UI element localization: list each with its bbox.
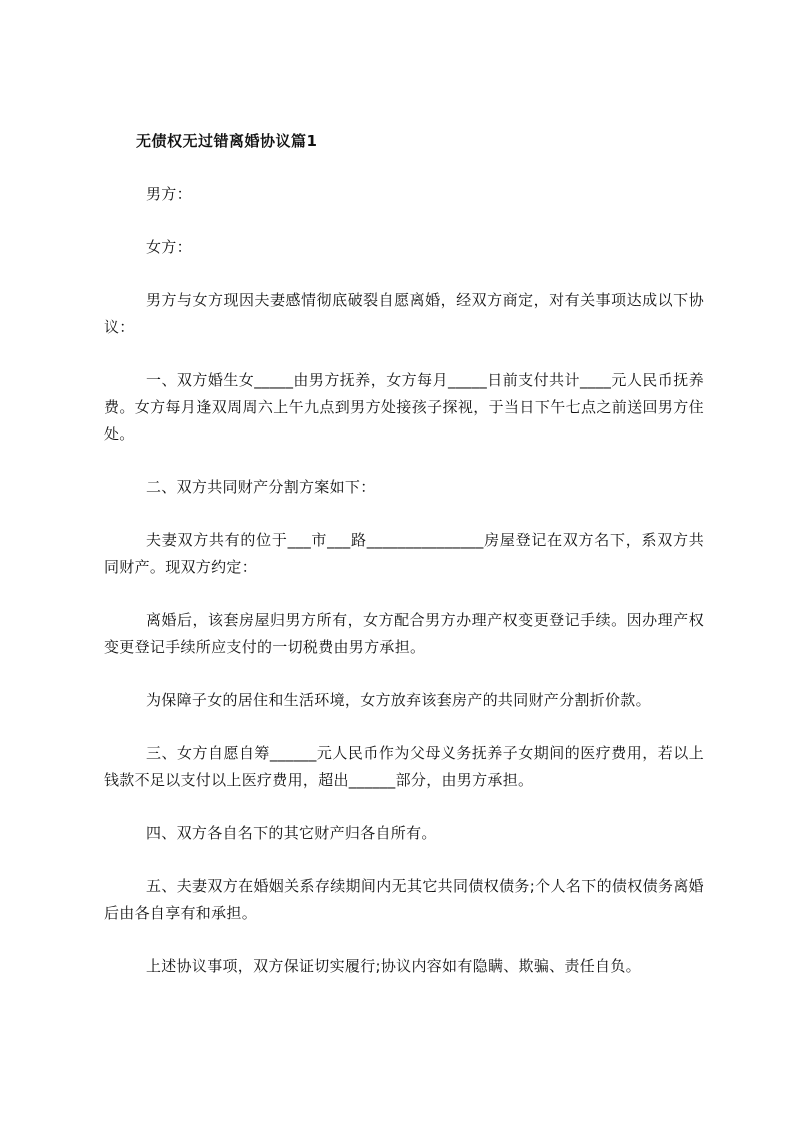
paragraph-clause-3: 三、女方自愿自筹______元人民币作为父母义务抚养子女期间的医疗费用，若以上钱款不足以支付以上医疗费用，超出______部分，由男方承担。 <box>104 744 704 789</box>
paragraph-female-party: 女方： <box>146 238 192 256</box>
paragraph-clause-2: 二、双方共同财产分割方案如下： <box>146 478 376 496</box>
paragraph-clause-5: 五、夫妻双方在婚姻关系存续期间内无其它共同债权债务;个人名下的债权债务离婚后由各自享有和承担。 <box>104 877 704 922</box>
paragraph-property: 夫妻双方共有的位于___市___路_______________房屋登记在双方名下，系双方共同财产。现双方约定： <box>104 531 704 576</box>
paragraph-waiver: 为保障子女的居住和生活环境，女方放弃该套房产的共同财产分割折价款。 <box>146 691 651 709</box>
paragraph-clause-1: 一、双方婚生女_____由男方抚养，女方每月_____日前支付共计____元人民币抚养费。女方每月逢双周周六上午九点到男方处接孩子探视，于当日下午七点之前送回男方住处。 <box>104 371 704 443</box>
paragraph-male-party: 男方： <box>146 185 192 203</box>
paragraph-closing: 上述协议事项，双方保证切实履行;协议内容如有隐瞒、欺骗、责任自负。 <box>146 957 641 975</box>
document-title: 无债权无过错离婚协议篇1 <box>136 132 318 150</box>
paragraph-house-ownership: 离婚后，该套房屋归男方所有，女方配合男方办理产权变更登记手续。因办理产权变更登记手续所应支付的一切税费由男方承担。 <box>104 611 704 656</box>
paragraph-clause-4: 四、双方各自名下的其它财产归各自所有。 <box>146 824 437 842</box>
paragraph-intro: 男方与女方现因夫妻感情彻底破裂自愿离婚，经双方商定，对有关事项达成以下协议： <box>104 291 704 336</box>
